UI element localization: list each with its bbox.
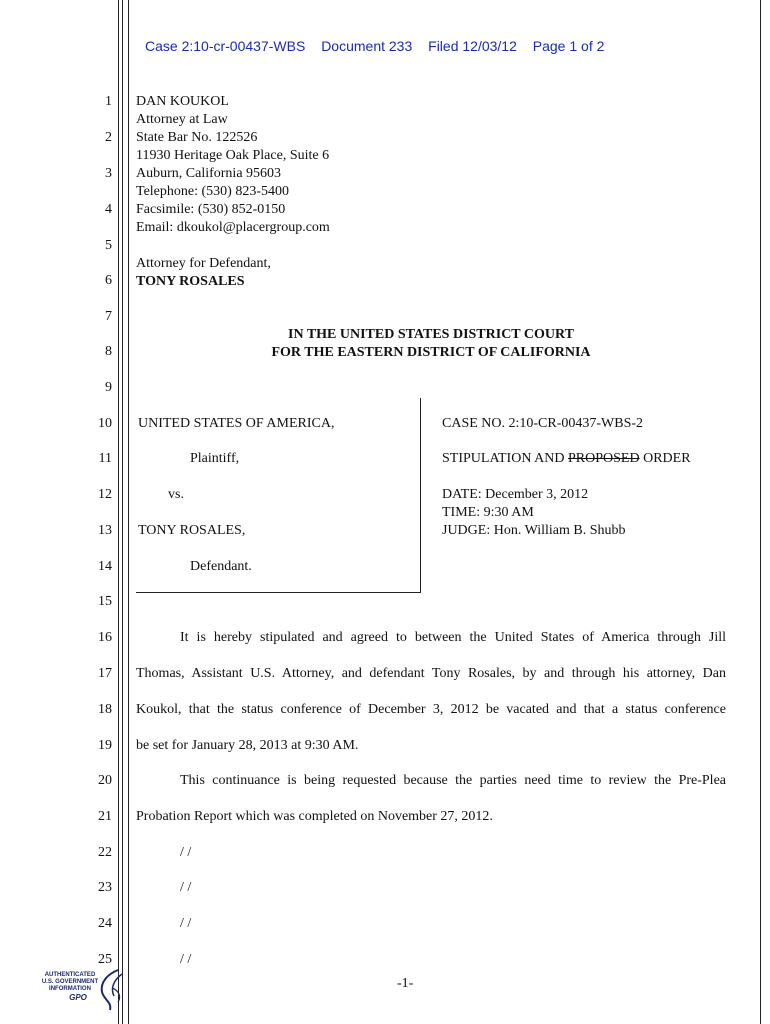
line-number: 12 <box>98 487 112 502</box>
caption-plaintiff-role: Plaintiff, <box>190 451 240 466</box>
case-number-header: Case 2:10-cr-00437-WBS <box>145 38 306 54</box>
line-number: 16 <box>98 630 112 645</box>
attorney-title: Attorney at Law <box>136 112 228 127</box>
line-number: 1 <box>105 94 112 109</box>
line-number: 14 <box>98 559 112 574</box>
line-number: 8 <box>105 344 112 359</box>
page-number: -1- <box>397 976 414 991</box>
caption-defendant: TONY ROSALES, <box>138 523 246 538</box>
gpo-seal-line2: U.S. GOVERNMENT <box>41 979 99 985</box>
body-paragraph1-line4: be set for January 28, 2013 at 9:30 AM. <box>136 738 359 753</box>
line-number: 2 <box>105 130 112 145</box>
attorney-address-line1: 11930 Heritage Oak Place, Suite 6 <box>136 148 330 163</box>
line-number: 17 <box>98 666 112 681</box>
line-number: 19 <box>98 738 112 753</box>
ecf-header <box>145 38 616 54</box>
line-number: 11 <box>98 451 112 466</box>
line-number: 10 <box>98 416 112 431</box>
attorney-address-line2: Auburn, California 95603 <box>136 166 282 181</box>
line-number: 4 <box>105 202 112 217</box>
line-number: 6 <box>105 273 112 288</box>
left-margin-rule-inner <box>122 0 123 1024</box>
document-title-pre: STIPULATION AND <box>442 451 568 466</box>
attorney-for-label: Attorney for Defendant, <box>136 256 271 271</box>
caption-vs: vs. <box>168 487 184 502</box>
caption-hearing-time: TIME: 9:30 AM <box>442 505 534 520</box>
body-paragraph2-line1: This continuance is being requested because the parties need time to review the Pre-Plea <box>180 773 726 788</box>
caption-judge: JUDGE: Hon. William B. Shubb <box>442 523 626 538</box>
attorney-client-name: TONY ROSALES <box>136 274 245 289</box>
body-paragraph2-line2: Probation Report which was completed on November 27, 2012. <box>136 809 493 824</box>
gpo-authentication-seal <box>30 968 130 1018</box>
slash-placeholder: / / <box>180 845 192 860</box>
line-number: 9 <box>105 380 112 395</box>
attorney-bar-number: State Bar No. 122526 <box>136 130 258 145</box>
line-number: 5 <box>105 238 112 253</box>
caption-horizontal-rule <box>136 592 421 593</box>
document-title-struck: PROPOSED <box>568 451 640 466</box>
right-margin-rule <box>760 0 761 1024</box>
court-title-line2: FOR THE EASTERN DISTRICT OF CALIFORNIA <box>271 345 591 360</box>
caption-plaintiff: UNITED STATES OF AMERICA, <box>138 416 335 431</box>
line-number: 7 <box>105 309 112 324</box>
caption-document-title <box>442 451 691 467</box>
line-number: 24 <box>98 916 112 931</box>
slash-placeholder: / / <box>180 916 192 931</box>
attorney-email: Email: dkoukol@placergroup.com <box>136 220 330 235</box>
line-number: 13 <box>98 523 112 538</box>
attorney-name: DAN KOUKOL <box>136 94 229 109</box>
body-paragraph1-line3: Koukol, that the status conference of December 3, 2012 be vacated and that a status conference <box>136 702 726 717</box>
caption-defendant-role: Defendant. <box>190 559 252 574</box>
line-number: 20 <box>98 773 112 788</box>
line-number: 18 <box>98 702 112 717</box>
line-number: 23 <box>98 880 112 895</box>
court-title-line1: IN THE UNITED STATES DISTRICT COURT <box>288 327 574 342</box>
page-count-header: Page 1 of 2 <box>532 38 605 54</box>
gpo-seal-line1: AUTHENTICATED <box>44 972 96 978</box>
attorney-facsimile: Facsimile: (530) 852-0150 <box>136 202 286 217</box>
line-number-rule <box>128 0 129 1024</box>
line-number: 3 <box>105 166 112 181</box>
caption-hearing-date: DATE: December 3, 2012 <box>442 487 589 502</box>
line-number: 25 <box>98 952 112 967</box>
left-margin-rule-outer <box>118 0 119 1024</box>
filed-date-header: Filed 12/03/12 <box>428 38 517 54</box>
line-number: 15 <box>98 594 112 609</box>
slash-placeholder: / / <box>180 880 192 895</box>
gpo-eagle-icon <box>88 968 128 1014</box>
document-title-post: ORDER <box>639 451 691 466</box>
attorney-telephone: Telephone: (530) 823-5400 <box>136 184 289 199</box>
gpo-seal-line3: INFORMATION <box>49 986 91 992</box>
caption-case-number: CASE NO. 2:10-CR-00437-WBS-2 <box>442 416 644 431</box>
document-number-header: Document 233 <box>321 38 413 54</box>
line-number: 21 <box>98 809 112 824</box>
caption-vertical-rule <box>420 398 421 592</box>
body-paragraph1-line1: It is hereby stipulated and agreed to between the United States of America through Jill <box>180 630 726 645</box>
line-number: 22 <box>98 845 112 860</box>
body-paragraph1-line2: Thomas, Assistant U.S. Attorney, and defendant Tony Rosales, by and through his attorney, Dan <box>136 666 726 681</box>
gpo-mark: GPO <box>69 993 87 1002</box>
slash-placeholder: / / <box>180 952 192 967</box>
